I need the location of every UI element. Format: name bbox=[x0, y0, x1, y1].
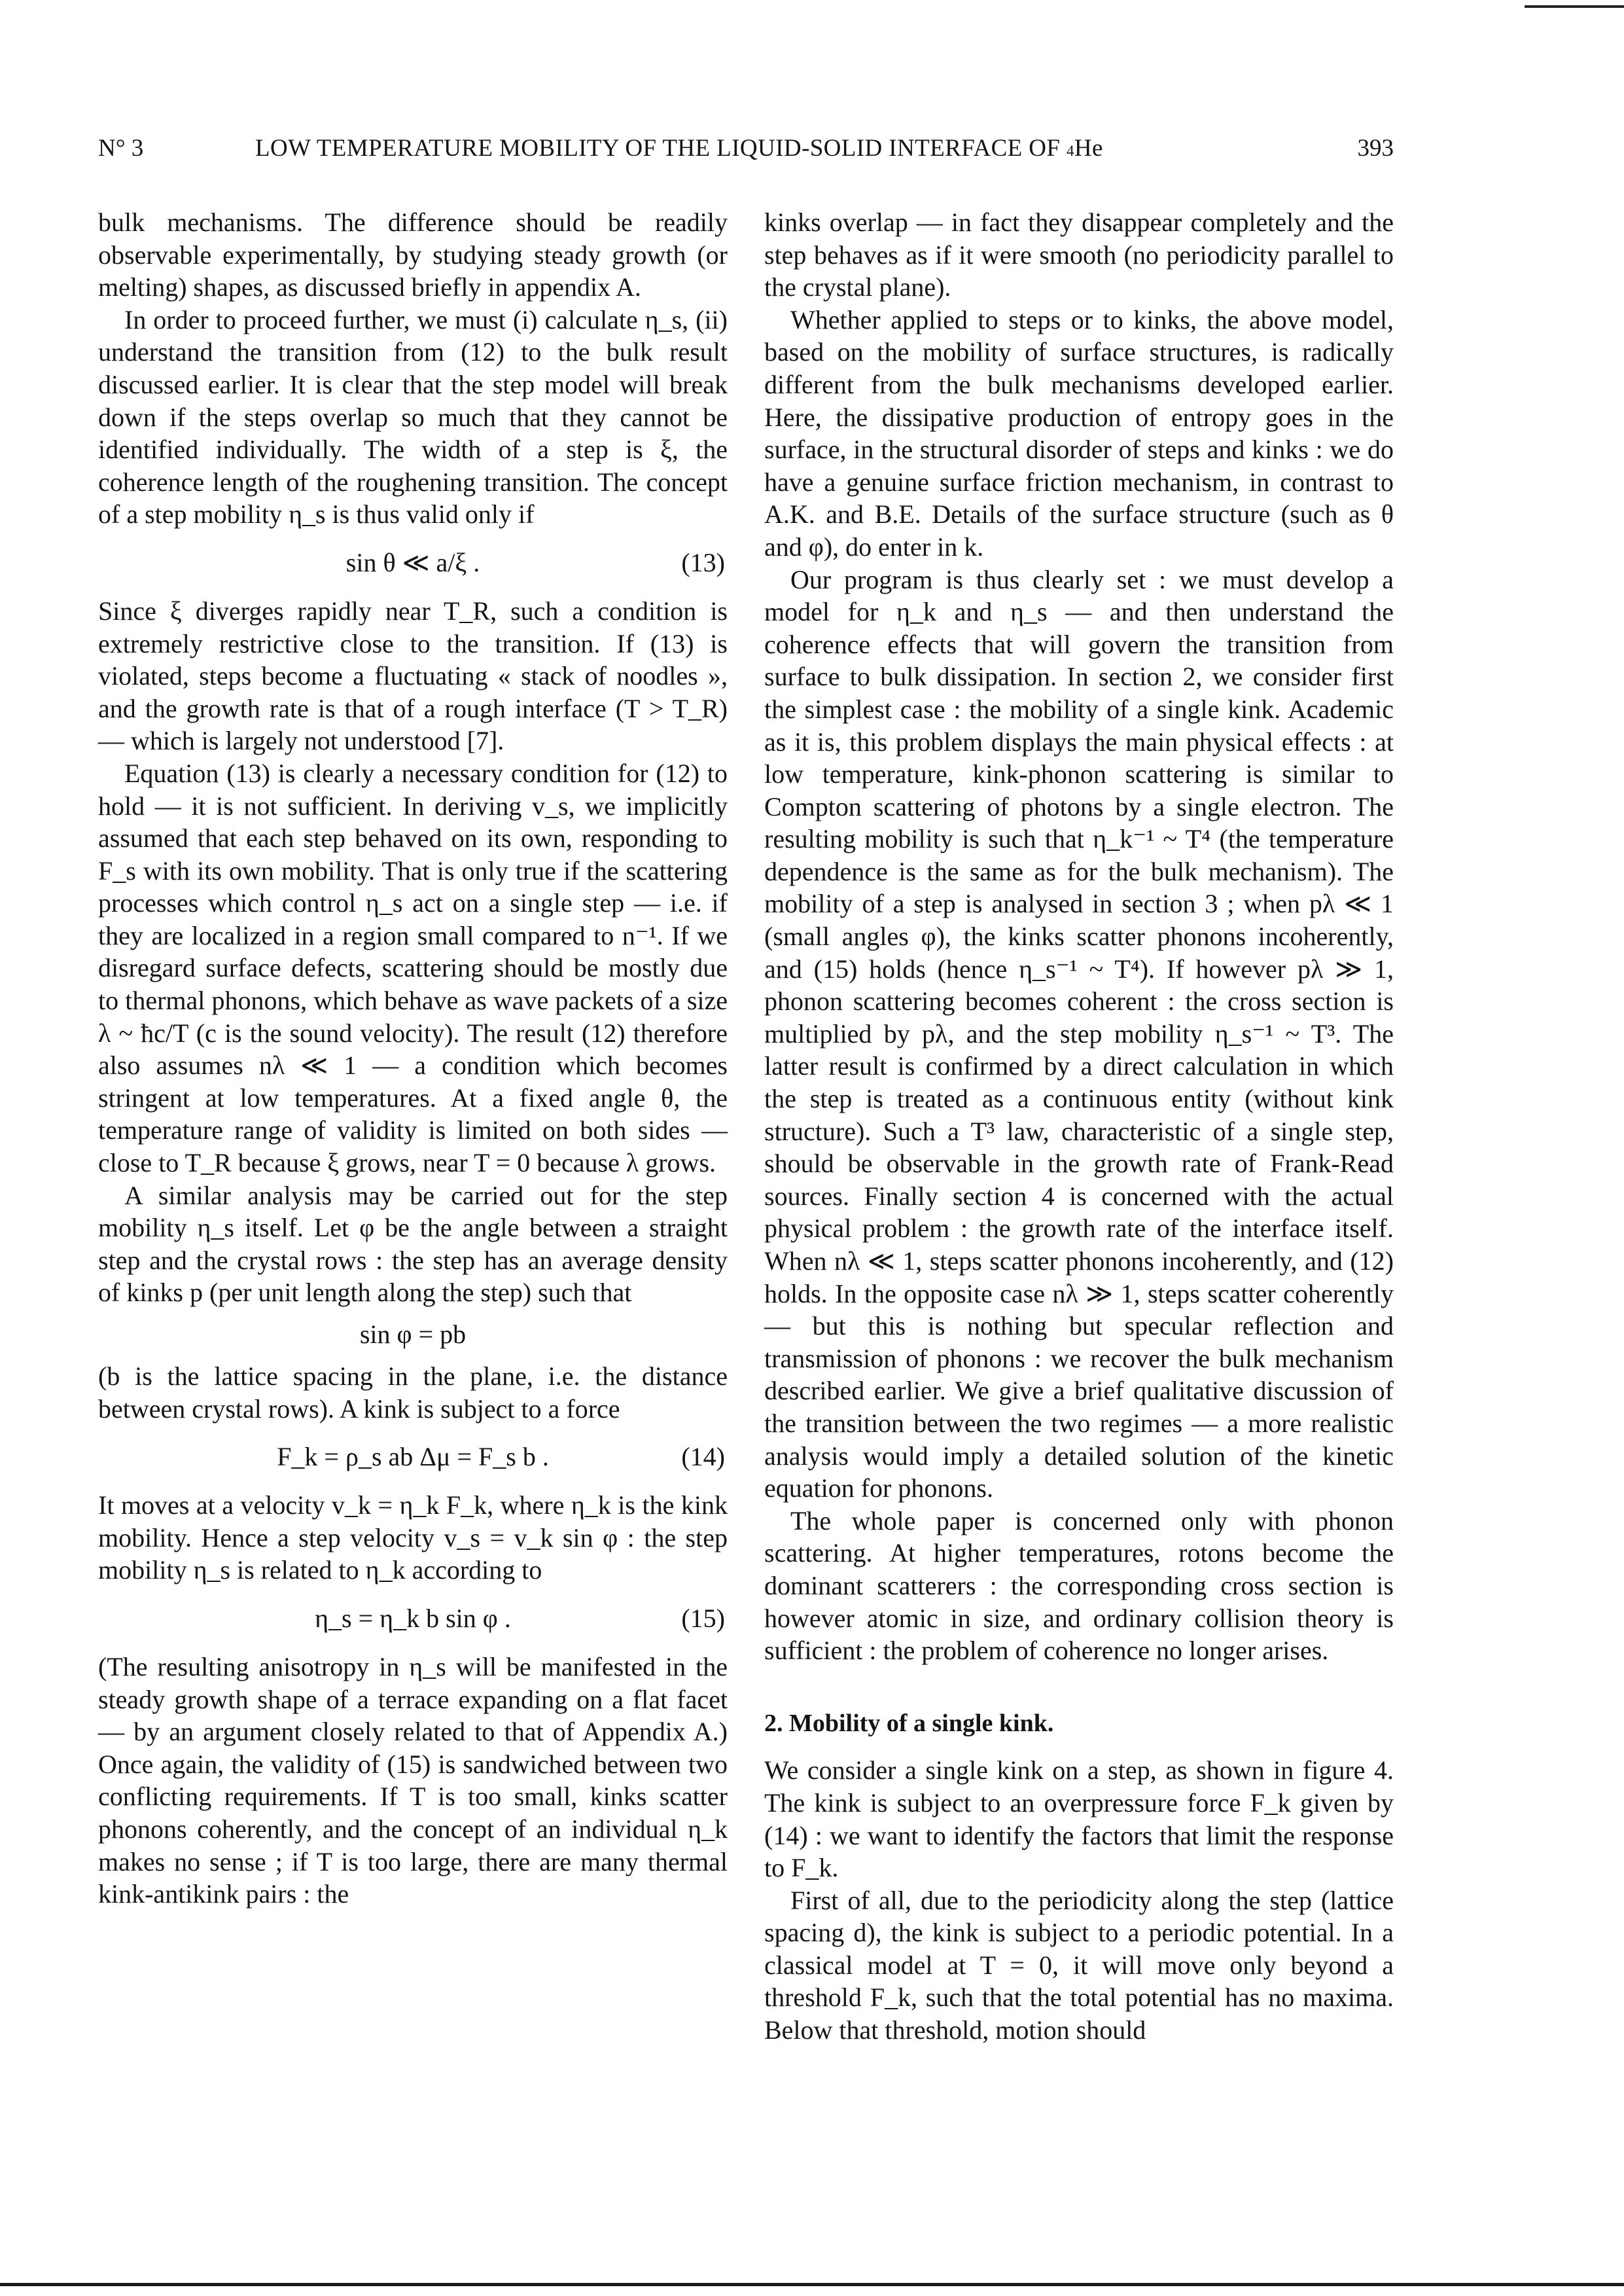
running-title: LOW TEMPERATURE MOBILITY OF THE LIQUID-SOLID INTERFACE OF $^4$He bbox=[255, 135, 1103, 162]
equation-14 bbox=[98, 1425, 728, 1489]
paragraph: Since ξ diverges rapidly near T_R, such a condition is extremely restrictive close to the transition. If (13) is violated, steps become a fluctuating « stack of noodles », and the growth rate is that of a rough interface (T > T_R) — which is largely not understood [7]. bbox=[98, 596, 728, 756]
equation-sin-phi bbox=[98, 1309, 728, 1360]
page-number: 393 bbox=[1357, 135, 1394, 162]
paragraph: Our program is thus clearly set : we must develop a model for η_k and η_s — and then understand the coherence effects that will govern the transition from surface to bulk dissipation. In section 2, we consider first the simplest case : the mobility of a single kink. Academic as it is, this problem displays the main physical effects : at low temperature, kink-phonon scattering is similar to Compton scattering of photons by a single electron. The resulting mobility is such that η_k⁻¹ ~ T⁴ (the temperature dependence is the same as for the bulk mechanism). The mobility of a step is analysed in section 3 ; when pλ ≪ 1 (small angles φ), the kinks scatter phonons incoherently, and (15) holds (hence η_s⁻¹ ~ T⁴). If however pλ ≫ 1, phonon scattering becomes coherent : the cross section is multiplied by pλ, and the step mobility η_s⁻¹ ~ T³. The latter result is confirmed by a direct calculation in which the step is treated as a continuous entity (without kink structure). Such a T³ law, characteristic of a single step, should be observable in the growth rate of Frank-Read sources. Finally section 4 is concerned with the actual physical problem : the growth rate of the interface itself. When nλ ≪ 1, steps scatter phonons incoherently, and (12) holds. In the opposite case nλ ≫ 1, steps scatter coherently — but this is nothing but specular reflection and transmission of phonons : we recover the bulk mechanism described earlier. We give a brief qualitative discussion of the transition between the two regimes — a more realistic analysis would imply a detailed solution of the kinetic equation for phonons. bbox=[764, 564, 1394, 1503]
paragraph: First of all, due to the periodicity along the step (lattice spacing d), the kink is subject to a periodic potential. In a classical model at T = 0, it will move only beyond a threshold F_k, such that the total potential has no maxima. Below that threshold, motion should bbox=[764, 1885, 1394, 2045]
equation-15 bbox=[98, 1587, 728, 1651]
issue-number: N° 3 bbox=[98, 135, 144, 162]
paragraph: bulk mechanisms. The difference should be readily observable experimentally, by studying steady growth (or melting) shapes, as discussed briefly in appendix A. bbox=[98, 207, 728, 302]
equation-body: η_s = η_k b sin φ . bbox=[315, 1603, 511, 1633]
paragraph: It moves at a velocity v_k = η_k F_k, where η_k is the kink mobility. Hence a step velocity v_s = v_k sin φ : the step mobility η_s is related to η_k according to bbox=[98, 1490, 728, 1585]
section-heading: 2. Mobility of a single kink. bbox=[764, 1709, 1054, 1737]
paragraph: kinks overlap — in fact they disappear completely and the step behaves as if it were smooth (no periodicity parallel to the crystal plane). bbox=[764, 207, 1394, 302]
right-column bbox=[764, 206, 1394, 2047]
equation-13 bbox=[98, 531, 728, 595]
top-edge-line bbox=[1525, 5, 1624, 8]
paragraph: Whether applied to steps or to kinks, the above model, based on the mobility of surface structures, is radically different from the bulk mechanisms developed earlier. Here, the dissipative production of entropy goes in the surface, in the structural disorder of steps and kinks : we do have a genuine surface friction mechanism, in contrast to A.K. and B.E. Details of the surface structure (such as θ and φ), do enter in k. bbox=[764, 304, 1394, 562]
equation-body: sin φ = pb bbox=[359, 1319, 467, 1349]
paragraph: Equation (13) is clearly a necessary condition for (12) to hold — it is not sufficient. In deriving v_s, we implicitly assumed that each step behaved on its own, responding to F_s with its own mobility. That is only true if the scattering processes which control η_s act on a single step — i.e. if they are localized in a region small compared to n⁻¹. If we disregard surface defects, scattering should be mostly due to thermal phonons, which behave as wave packets of a size λ ~ ħc/T (c is the sound velocity). The result (12) therefore also assumes nλ ≪ 1 — a condition which becomes stringent at low temperatures. At a fixed angle θ, the temperature range of validity is limited on both sides — close to T_R because ξ grows, near T = 0 because λ grows. bbox=[98, 758, 728, 1178]
paragraph: (The resulting anisotropy in η_s will be manifested in the steady growth shape of a terrace expanding on a flat facet — by an argument closely related to that of Appendix A.) Once again, the validity of (15) is sandwiched between two conflicting requirements. If T is too small, kinks scatter phonons coherently, and the concept of an individual η_k makes no sense ; if T is too large, there are many thermal kink-antikink pairs : the bbox=[98, 1651, 728, 1909]
left-column bbox=[98, 206, 728, 1910]
paragraph: The whole paper is concerned only with phonon scattering. At higher temperatures, rotons become the dominant scatterers : the corresponding cross section is however atomic in size, and ordinary collision theory is sufficient : the problem of coherence no longer arises. bbox=[764, 1505, 1394, 1666]
paragraph: (b is the lattice spacing in the plane, i.e. the distance between crystal rows). A kink is subject to a force bbox=[98, 1361, 728, 1424]
equation-number: (13) bbox=[681, 547, 725, 577]
running-header bbox=[98, 134, 1394, 173]
equation-body: sin θ ≪ a/ξ . bbox=[345, 547, 480, 577]
bottom-rule bbox=[0, 2283, 1624, 2286]
equation-number: (14) bbox=[681, 1442, 725, 1472]
paragraph: We consider a single kink on a step, as shown in figure 4. The kink is subject to an overpressure force F_k given by (14) : we want to identify the factors that limit the response to F_k. bbox=[764, 1755, 1394, 1883]
paragraph: A similar analysis may be carried out for the step mobility η_s itself. Let φ be the angle between a straight step and the crystal rows : the step has an average density of kinks p (per unit length along the step) such that bbox=[98, 1180, 728, 1308]
equation-body: F_k = ρ_s ab Δμ = F_s b . bbox=[277, 1442, 549, 1472]
paragraph: In order to proceed further, we must (i) calculate η_s, (ii) understand the transition from (12) to the bulk result discussed earlier. It is clear that the step model will break down if the steps overlap so much that they cannot be identified individually. The width of a step is ξ, the coherence length of the roughening transition. The concept of a step mobility η_s is thus valid only if bbox=[98, 304, 728, 529]
equation-number: (15) bbox=[681, 1603, 725, 1633]
